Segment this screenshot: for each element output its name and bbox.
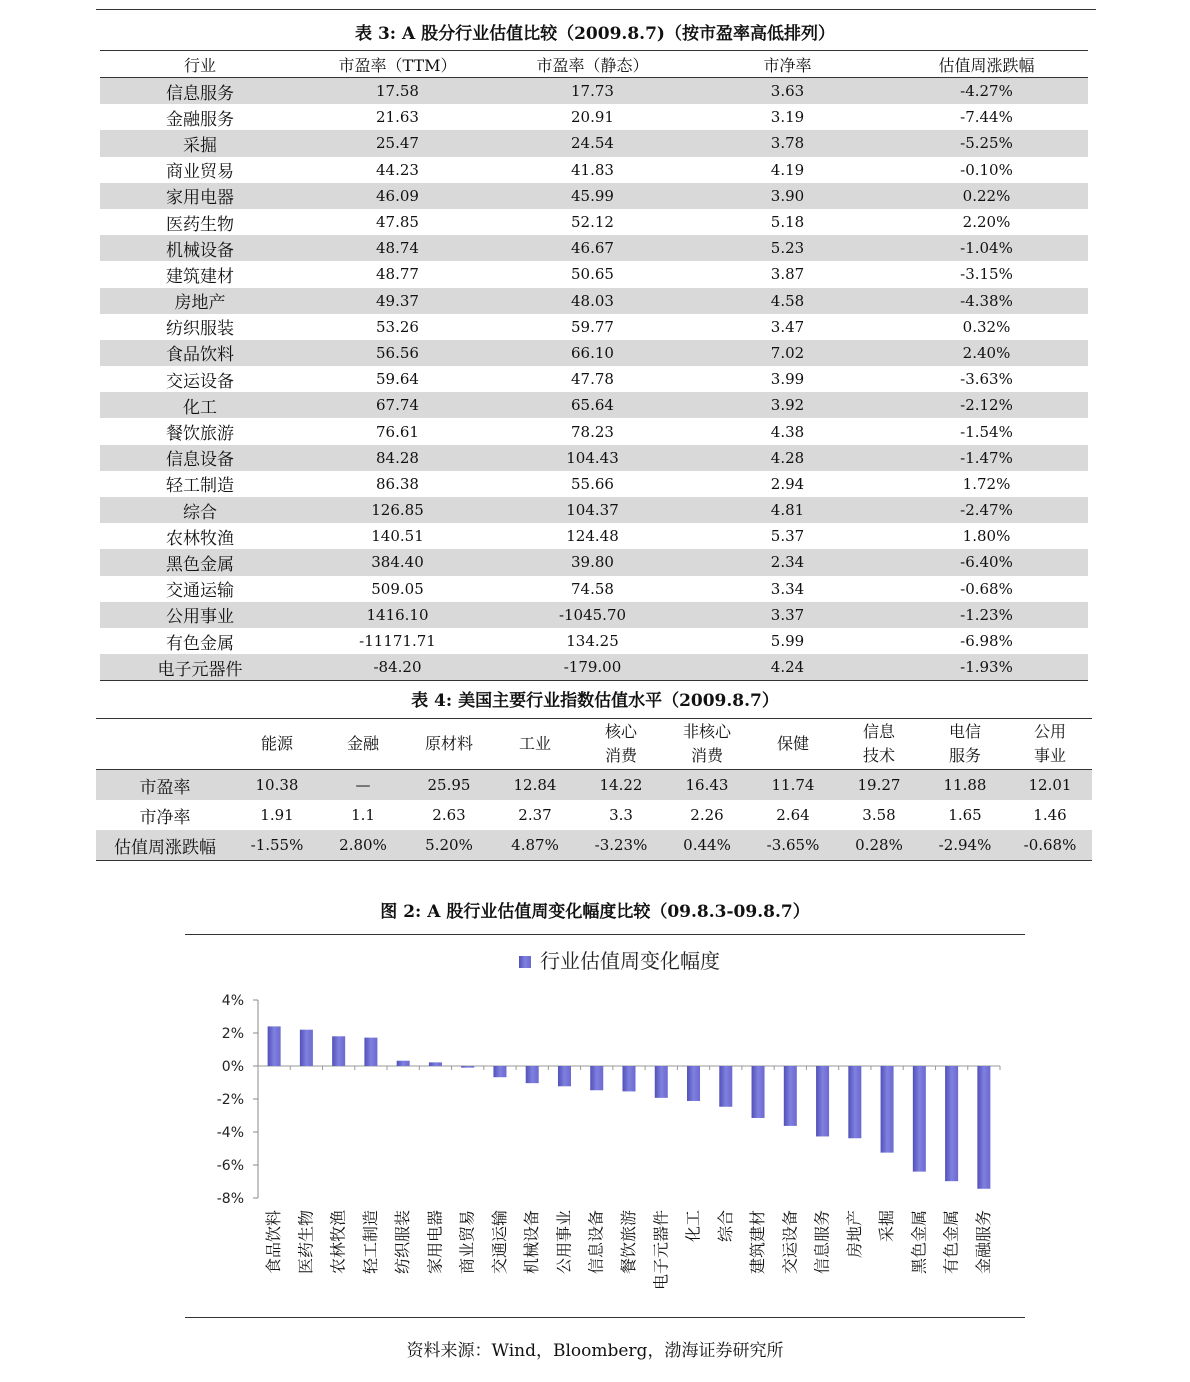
category-label: 公用事业: [554, 1210, 574, 1275]
table3-cell: 126.85: [300, 497, 495, 523]
table3-row: [100, 366, 1088, 392]
table3-cell: 78.23: [571, 422, 614, 441]
source-note: 资料来源：Wind，Bloomberg，渤海证券研究所: [406, 1341, 784, 1361]
table3-cell: 48.77: [376, 265, 419, 284]
industry-name: 化工: [100, 392, 300, 418]
table3-cell: 5.23: [690, 235, 885, 261]
table4-cell: 3.58: [862, 806, 896, 824]
table4-cell: 10.38: [234, 770, 320, 801]
table3-cell: 3.47: [770, 317, 805, 336]
bar: [719, 1066, 732, 1107]
industry-name: 综合: [100, 497, 300, 523]
industry-name: 医药生物: [166, 214, 234, 235]
category-label: 餐饮旅游: [619, 1210, 638, 1275]
table4-header-cell: 工业: [492, 719, 578, 770]
table3-cell: 66.10: [495, 340, 690, 366]
table3-cell: 2.94: [770, 474, 805, 493]
table3-row: [100, 157, 1088, 183]
category-label: 信息设备: [586, 1210, 606, 1275]
table3-cell: 5.99: [770, 632, 805, 651]
figure-top-rule: [185, 934, 1025, 935]
table3-cell: -2.47%: [885, 497, 1088, 523]
table3-cell: 4.38: [770, 422, 805, 441]
table4-cell: -1.55%: [234, 830, 320, 861]
y-tick-label: 0%: [221, 1059, 244, 1075]
table4-cell: -2.94%: [922, 830, 1008, 861]
table4-cell: -0.68%: [1008, 830, 1092, 861]
table3-cell: 17.58: [300, 78, 495, 105]
table3-row: [100, 314, 1088, 340]
table4-cell: 0.44%: [664, 830, 750, 861]
category-label: 食品饮料: [264, 1210, 284, 1275]
table3-row: [100, 602, 1088, 628]
category-label: 房地产: [844, 1210, 864, 1259]
table3-cell: 134.25: [566, 632, 619, 651]
bar: [461, 1066, 474, 1068]
category-label: 农林牧渔: [328, 1210, 348, 1275]
table3-row: [100, 654, 1088, 681]
table3-header-cell: 市盈率（静态）: [495, 51, 690, 78]
industry-name: 公用事业: [100, 602, 300, 628]
table4-cell: 4.87%: [492, 830, 578, 861]
table3-cell: -3.63%: [960, 370, 1013, 389]
table4-cell: 5.20%: [406, 830, 492, 861]
table3-row: [100, 445, 1088, 471]
table3-cell: 3.78: [690, 130, 885, 156]
bar: [332, 1036, 345, 1066]
bar: [687, 1066, 700, 1101]
table3-cell: -3.15%: [960, 265, 1013, 284]
table3-cell: 3.63: [690, 78, 885, 105]
table3-cell: -1.04%: [885, 235, 1088, 261]
industry-name: 金融服务: [166, 109, 234, 130]
y-tick-label: 4%: [221, 993, 244, 1009]
table3-cell: 3.90: [690, 183, 885, 209]
table3-cell: 76.61: [376, 422, 419, 441]
table3-cell: 56.56: [300, 340, 495, 366]
category-label: 机械设备: [522, 1210, 542, 1275]
bar: [590, 1066, 603, 1090]
table3-cell: 67.74: [300, 392, 495, 418]
industry-name: 建筑建材: [166, 266, 234, 287]
table3-cell: 104.43: [495, 445, 690, 471]
category-label: 交运设备: [780, 1210, 800, 1275]
table3-cell: 104.37: [495, 497, 690, 523]
table3-cell: 1416.10: [300, 602, 495, 628]
table4-header-cell: 核心 消费: [578, 719, 664, 770]
table3-cell: 4.19: [770, 160, 805, 179]
table4-header-cell: 电信 服务: [922, 719, 1008, 770]
bar: [300, 1030, 313, 1066]
table4-row: [96, 830, 1092, 861]
table3-cell: 17.73: [495, 78, 690, 105]
table3-cell: 25.47: [300, 130, 495, 156]
industry-name: 交通运输: [166, 581, 234, 602]
bar: [881, 1066, 894, 1153]
table3-row: [100, 235, 1088, 261]
table3-cell: 2.34: [690, 549, 885, 575]
table3-cell: 3.87: [770, 265, 805, 284]
table3-row: [100, 523, 1088, 549]
industry-name: 纺织服装: [166, 319, 234, 340]
table3-header-cell: 行业: [100, 51, 300, 78]
table3-row: [100, 471, 1088, 497]
figure-bottom-rule: [185, 1317, 1025, 1318]
table3-row: [100, 288, 1088, 314]
bar: [784, 1066, 797, 1126]
table3-cell: 86.38: [376, 474, 419, 493]
industry-name: 餐饮旅游: [166, 424, 234, 445]
table3-cell: 41.83: [571, 160, 614, 179]
table4-header-cell: 公用 事业: [1008, 719, 1092, 770]
table3-header-cell: 市净率: [690, 51, 885, 78]
table3-cell: 74.58: [571, 579, 614, 598]
category-label: 家用电器: [425, 1210, 445, 1275]
table4-cell: 3.3: [609, 806, 633, 824]
table3-cell: 384.40: [300, 549, 495, 575]
table4-cell: 11.88: [922, 770, 1008, 801]
legend-label: 行业估值周变化幅度: [540, 949, 720, 973]
industry-name: 电子元器件: [100, 654, 300, 681]
industry-name: 信息设备: [100, 445, 300, 471]
y-tick-label: -6%: [216, 1158, 244, 1174]
category-label: 商业贸易: [457, 1210, 477, 1275]
table4-cell: 2.37: [518, 806, 552, 824]
bar: [429, 1062, 442, 1066]
category-label: 轻工制造: [360, 1210, 380, 1275]
table4-cell: -3.23%: [578, 830, 664, 861]
table3-cell: 3.34: [770, 579, 805, 598]
table3-cell: 65.64: [495, 392, 690, 418]
metric-label: 市盈率: [96, 770, 234, 801]
table4-cell: 1.91: [260, 806, 294, 824]
table3-cell: -1.47%: [885, 445, 1088, 471]
table3-header-cell: 估值周涨跌幅: [885, 51, 1088, 78]
table4-cell: -3.65%: [750, 830, 836, 861]
table3-cell: 48.03: [495, 288, 690, 314]
table4-cell: 11.74: [750, 770, 836, 801]
table3-cell: 0.32%: [962, 317, 1011, 336]
table3-header-cell: 市盈率（TTM）: [300, 51, 495, 78]
table3-cell: -1045.70: [495, 602, 690, 628]
table3-cell: -2.12%: [885, 392, 1088, 418]
table3-cell: 5.37: [770, 527, 805, 546]
metric-label: 市净率: [139, 807, 191, 828]
table3-cell: 84.28: [300, 445, 495, 471]
table4-row: [96, 770, 1092, 801]
table3-cell: 5.18: [770, 213, 805, 232]
industry-name: 交运设备: [166, 371, 234, 392]
table4-cell: 2.64: [776, 806, 810, 824]
table3-cell: -4.27%: [885, 78, 1088, 105]
table3-cell: -1.23%: [885, 602, 1088, 628]
table3-cell: 55.66: [571, 474, 614, 493]
table3-cell: -0.68%: [960, 579, 1013, 598]
table3-cell: 53.26: [376, 317, 419, 336]
bar: [977, 1066, 990, 1189]
table4-cell: —: [320, 770, 406, 801]
bar: [526, 1066, 539, 1083]
y-tick-label: 2%: [221, 1026, 244, 1042]
table3-cell: 3.92: [690, 392, 885, 418]
table4-cell: 2.63: [432, 806, 466, 824]
category-label: 有色金属: [941, 1210, 961, 1275]
industry-name: 农林牧渔: [166, 528, 234, 549]
table3-cell: 52.12: [571, 213, 614, 232]
industry-name: 食品饮料: [100, 340, 300, 366]
table3-cell: 140.51: [371, 527, 424, 546]
table3-cell: 24.54: [495, 130, 690, 156]
table3-row: [100, 209, 1088, 235]
category-label: 采掘: [877, 1210, 897, 1243]
table4-cell: 1.1: [351, 806, 375, 824]
table3-row: [100, 549, 1088, 575]
table3-row: [100, 104, 1088, 130]
category-label: 纺织服装: [393, 1210, 413, 1275]
bar: [913, 1066, 926, 1172]
table4-header-cell: 保健: [750, 719, 836, 770]
industry-name: 家用电器: [100, 183, 300, 209]
table3-row: [100, 576, 1088, 602]
table3-cell: 3.19: [770, 108, 805, 127]
table3-cell: 47.85: [376, 213, 419, 232]
category-label: 信息服务: [812, 1210, 832, 1275]
table4-cell: 2.26: [690, 806, 724, 824]
table3-cell: 49.37: [300, 288, 495, 314]
table3-cell: 509.05: [371, 579, 424, 598]
table3-cell: 3.37: [690, 602, 885, 628]
bar: [752, 1066, 765, 1118]
category-label: 电子元器件: [651, 1210, 671, 1291]
table3-caption: 表 3: A 股分行业估值比较（2009.8.7)（按市盈率高低排列）: [355, 24, 835, 44]
table3-cell: -7.44%: [960, 108, 1013, 127]
table4-header-cell: 金融: [320, 719, 406, 770]
table3-row: [100, 340, 1088, 366]
table4-header-cell: 原材料: [406, 719, 492, 770]
table3-cell: -1.54%: [960, 422, 1013, 441]
table3-row: [100, 78, 1088, 105]
table3-row: [100, 183, 1088, 209]
bar: [364, 1038, 377, 1066]
table4-cell: 2.80%: [320, 830, 406, 861]
table4-header-cell: 非核心 消费: [664, 719, 750, 770]
category-label: 医药生物: [296, 1210, 316, 1275]
table3-row: [100, 628, 1088, 654]
table3-row: [100, 130, 1088, 156]
industry-name: 有色金属: [166, 633, 234, 654]
legend-swatch: [519, 956, 531, 968]
bar: [558, 1066, 571, 1086]
table4-cell: 25.95: [406, 770, 492, 801]
table3-row: [100, 261, 1088, 287]
table3-cell: 46.67: [495, 235, 690, 261]
table3-cell: -4.38%: [885, 288, 1088, 314]
table4-cell: 1.65: [948, 806, 982, 824]
bar: [397, 1061, 410, 1066]
industry-name: 采掘: [100, 130, 300, 156]
table3-row: [100, 392, 1088, 418]
table3-cell: -0.10%: [960, 160, 1013, 179]
table3: [100, 50, 1088, 681]
y-tick-label: -2%: [216, 1092, 244, 1108]
table3-cell: -5.25%: [885, 130, 1088, 156]
table3-cell: 20.91: [571, 108, 614, 127]
bar: [623, 1066, 636, 1091]
industry-name: 房地产: [100, 288, 300, 314]
category-label: 建筑建材: [748, 1210, 768, 1275]
table3-cell: -1.93%: [885, 654, 1088, 681]
industry-name: 信息服务: [100, 78, 300, 105]
table3-cell: 21.63: [376, 108, 419, 127]
bar: [945, 1066, 958, 1181]
category-label: 金融服务: [973, 1210, 993, 1275]
table4-cell: 12.01: [1008, 770, 1092, 801]
table3-cell: 2.20%: [962, 213, 1011, 232]
table4-row: [96, 800, 1092, 830]
table3-cell: 46.09: [300, 183, 495, 209]
bar-chart: [185, 938, 1025, 1318]
table4-cell: 1.46: [1033, 806, 1067, 824]
table3-cell: -6.98%: [960, 632, 1013, 651]
industry-name: 轻工制造: [166, 476, 234, 497]
table4-cell: 19.27: [836, 770, 922, 801]
table3-cell: 4.81: [690, 497, 885, 523]
y-tick-label: -4%: [216, 1125, 244, 1141]
bar: [493, 1066, 506, 1077]
figure-caption: 图 2: A 股行业估值周变化幅度比较（09.8.3-09.8.7）: [380, 902, 810, 922]
table3-cell: -11171.71: [359, 632, 436, 651]
industry-name: 商业贸易: [166, 162, 234, 183]
category-label: 黑色金属: [909, 1210, 929, 1275]
industry-name: 黑色金属: [100, 549, 300, 575]
top-rule: [96, 9, 1096, 10]
table3-cell: 59.64: [376, 370, 419, 389]
y-tick-label: -8%: [216, 1191, 244, 1207]
table4-cell: 14.22: [578, 770, 664, 801]
table3-cell: 4.58: [690, 288, 885, 314]
table3-cell: 7.02: [690, 340, 885, 366]
category-label: 综合: [715, 1210, 735, 1243]
table3-cell: 124.48: [566, 527, 619, 546]
table3-cell: 59.77: [571, 317, 614, 336]
table4-header-cell: [96, 719, 234, 770]
table4-caption: 表 4: 美国主要行业指数估值水平（2009.8.7）: [411, 691, 779, 711]
table3-row: [100, 418, 1088, 444]
bar: [848, 1066, 861, 1138]
industry-name: 机械设备: [100, 235, 300, 261]
table3-cell: 47.78: [571, 370, 614, 389]
table3-cell: -6.40%: [885, 549, 1088, 575]
table3-row: [100, 497, 1088, 523]
metric-label: 估值周涨跌幅: [96, 830, 234, 861]
table3-cell: 4.24: [690, 654, 885, 681]
category-label: 化工: [683, 1210, 703, 1243]
bar: [268, 1026, 281, 1066]
table3-cell: 50.65: [571, 265, 614, 284]
table3-cell: 4.28: [690, 445, 885, 471]
table4-header-cell: 能源: [234, 719, 320, 770]
table4-cell: 0.28%: [836, 830, 922, 861]
table3-cell: 1.80%: [962, 527, 1011, 546]
table4-cell: 16.43: [664, 770, 750, 801]
bar: [655, 1066, 668, 1098]
table4: [96, 718, 1092, 861]
table3-cell: 48.74: [300, 235, 495, 261]
table4-header-cell: 信息 技术: [836, 719, 922, 770]
table3-cell: 0.22%: [885, 183, 1088, 209]
table3-cell: 44.23: [376, 160, 419, 179]
table3-cell: 3.99: [770, 370, 805, 389]
table3-cell: 2.40%: [885, 340, 1088, 366]
bar: [816, 1066, 829, 1136]
category-label: 交通运输: [489, 1210, 509, 1275]
table3-cell: 1.72%: [962, 474, 1011, 493]
table3-cell: -84.20: [300, 654, 495, 681]
table3-cell: 45.99: [495, 183, 690, 209]
table3-cell: -179.00: [495, 654, 690, 681]
table3-cell: 39.80: [495, 549, 690, 575]
table4-cell: 12.84: [492, 770, 578, 801]
